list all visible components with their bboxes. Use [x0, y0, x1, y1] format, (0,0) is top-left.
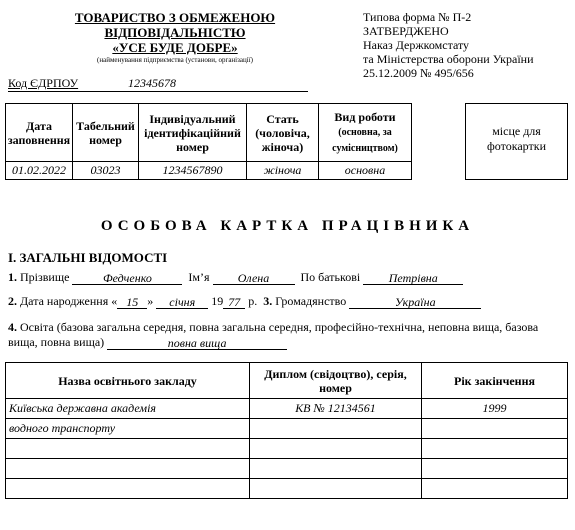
organization-name-line3: «УСЕ БУДЕ ДОБРЕ»: [112, 40, 238, 55]
form-info-line3: Наказ Держкомстату: [363, 38, 470, 52]
row1-number: 1.: [8, 270, 17, 284]
dob-year-suffix: р.: [248, 294, 258, 308]
form-info-line2: ЗАТВЕРДЖЕНО: [363, 24, 449, 38]
institution-cell[interactable]: [6, 459, 250, 479]
year-cell[interactable]: [422, 419, 568, 439]
value-tax-id[interactable]: 1234567890: [139, 162, 247, 180]
form-info-line1: Типова форма № П-2: [363, 10, 472, 24]
organization-name-line1: ТОВАРИСТВО З ОБМЕЖЕНОЮ: [74, 10, 276, 25]
education-table: [5, 362, 568, 499]
edrpou-label: Код ЄДРПОУ: [8, 76, 79, 90]
birth-citizenship-row: [8, 294, 481, 309]
header-fill-date: Дата заповнення: [6, 104, 73, 162]
dob-label: Дата народження «: [20, 294, 118, 308]
dob-month-field[interactable]: січня: [156, 295, 208, 309]
header-gender: Стать (чоловіча, жіноча): [247, 104, 319, 162]
top-table-value-row: [6, 162, 412, 180]
diploma-cell[interactable]: [250, 479, 422, 499]
dob-year-prefix: 19: [211, 294, 224, 308]
top-table-header-row: [6, 104, 412, 162]
citizenship-field[interactable]: Україна: [349, 295, 481, 309]
dob-close-quote: »: [147, 294, 154, 308]
organization-caption: (найменування підприємства (установи, організації): [97, 56, 253, 64]
header-diploma: Диплом (свідоцтво), серія, номер: [250, 363, 422, 399]
table-row: [6, 459, 568, 479]
name-row: [8, 270, 463, 285]
header-work-type-title: Вид роботи: [334, 109, 396, 124]
header-tab-number: Табельний номер: [73, 104, 139, 162]
surname-field[interactable]: Федченко: [72, 271, 182, 285]
institution-cell[interactable]: водного транспорту: [6, 419, 250, 439]
surname-label: Прізвище: [20, 270, 70, 284]
institution-cell[interactable]: [6, 439, 250, 459]
value-tab-number[interactable]: 03023: [73, 162, 139, 180]
page-title: ОСОБОВА КАРТКА ПРАЦІВНИКА: [100, 218, 475, 234]
edu-table-header-row: [6, 363, 568, 399]
form-info-line5: 25.12.2009 № 495/656: [363, 66, 474, 80]
institution-cell[interactable]: [6, 479, 250, 499]
photo-placeholder[interactable]: місце для фотокартки: [465, 103, 568, 180]
first-name-label: Ім’я: [188, 270, 210, 284]
value-gender[interactable]: жіноча: [247, 162, 319, 180]
value-work-type[interactable]: основна: [319, 162, 412, 180]
row2-number: 2.: [8, 294, 17, 308]
header-graduation-year: Рік закінчення: [422, 363, 568, 399]
education-label: Освіта (базова загальна середня, повна загальна середня, професійно-технічна, неповна вища, базова вища, повна вища): [8, 320, 539, 349]
patronymic-label: По батькові: [300, 270, 361, 284]
edrpou-field: [8, 76, 308, 92]
year-cell[interactable]: [422, 439, 568, 459]
header-work-type-sub: (основна, за сумісництвом): [332, 126, 398, 154]
edrpou-value[interactable]: 12345678: [128, 76, 176, 90]
education-row: [8, 320, 568, 350]
row3-number: 3.: [263, 294, 273, 308]
diploma-cell[interactable]: КВ № 12134561: [250, 399, 422, 419]
dob-year-field[interactable]: 77: [223, 295, 245, 309]
form-info-line4: та Міністерства оборони України: [363, 52, 534, 66]
organization-name-line2: ВІДПОВІДАЛЬНІСТЮ: [104, 25, 246, 40]
value-fill-date[interactable]: 01.02.2022: [6, 162, 73, 180]
diploma-cell[interactable]: [250, 459, 422, 479]
header-institution: Назва освітнього закладу: [6, 363, 250, 399]
diploma-cell[interactable]: [250, 419, 422, 439]
table-row: [6, 399, 568, 419]
year-cell[interactable]: [422, 459, 568, 479]
section-general-heading: І. ЗАГАЛЬНІ ВІДОМОСТІ: [8, 250, 168, 265]
patronymic-field[interactable]: Петрівна: [363, 271, 463, 285]
organization-block: [20, 10, 330, 65]
table-row: [6, 479, 568, 499]
citizenship-label: Громадянство: [275, 294, 347, 308]
row4-number: 4.: [8, 320, 17, 334]
institution-cell[interactable]: Київська державна академія: [6, 399, 250, 419]
diploma-cell[interactable]: [250, 439, 422, 459]
top-info-table: [5, 103, 412, 180]
form-info-block: [363, 10, 534, 80]
education-field[interactable]: повна вища: [107, 336, 287, 350]
header-tax-id: Індивідуальний ідентифікаційний номер: [139, 104, 247, 162]
year-cell[interactable]: [422, 479, 568, 499]
year-cell[interactable]: 1999: [422, 399, 568, 419]
dob-day-field[interactable]: 15: [117, 295, 147, 309]
first-name-field[interactable]: Олена: [213, 271, 295, 285]
header-work-type: [319, 104, 412, 162]
table-row: [6, 419, 568, 439]
table-row: [6, 439, 568, 459]
